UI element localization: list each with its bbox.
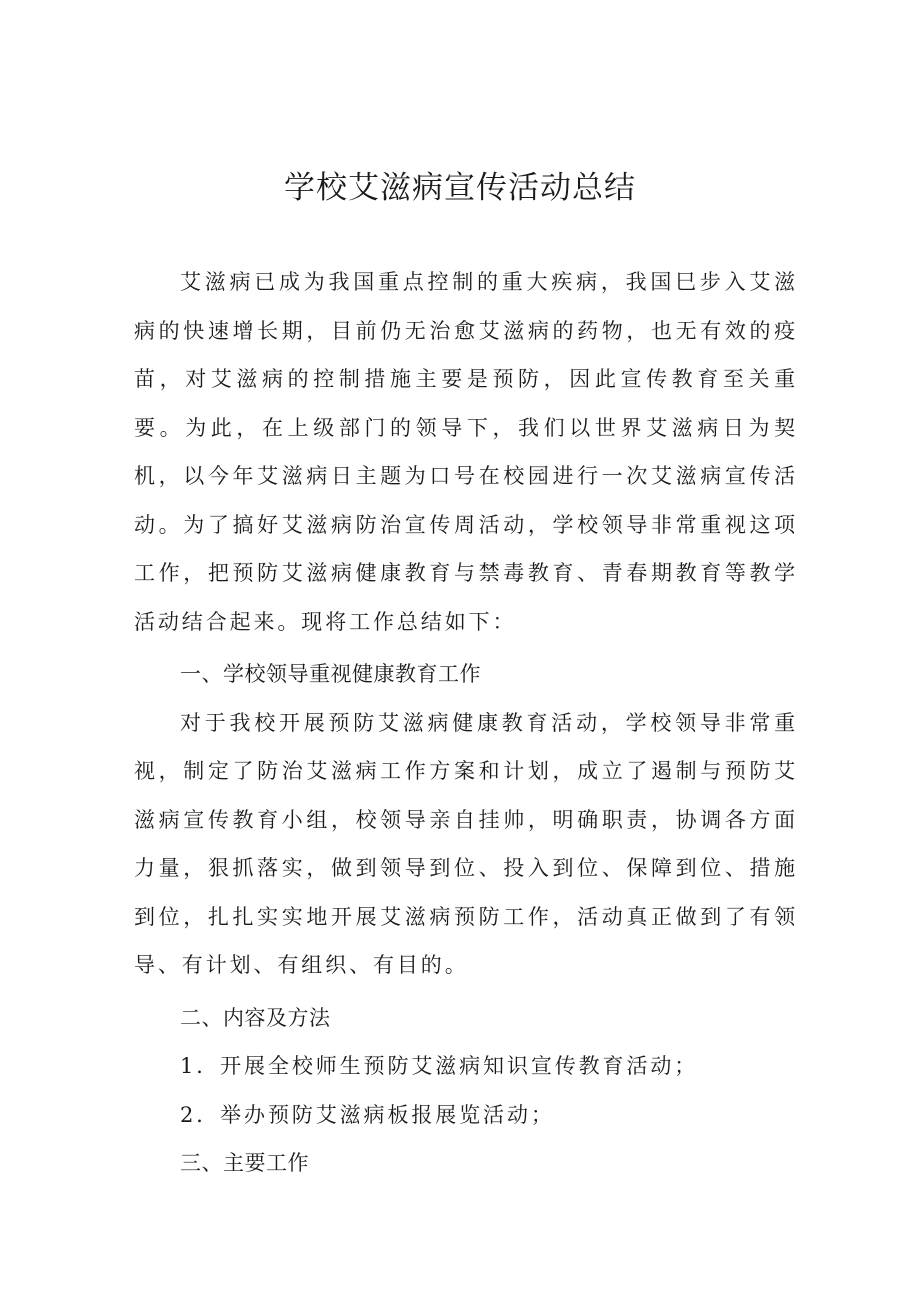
document-title: 学校艾滋病宣传活动总结: [284, 170, 636, 206]
intro-paragraph: 艾滋病已成为我国重点控制的重大疾病，我国巳步入艾滋病的快速增长期，目前仍无治愈艾滋病的药物，也无有效的疫苗，对艾滋病的控制措施主要是预防，因此宣传教育至关重要。为此，在上级部门的领导下，我们以世界艾滋病日为契机，以今年艾滋病日主题为口号在校园进行一次艾滋病宣传活动。为了搞好艾滋病防治宣传周活动，学校领导非常重视这项工作，把预防艾滋病健康教育与禁毒教育、青春期教育等教学活动结合起来。现将工作总结如下：: [134, 270, 798, 634]
section-1-paragraph: 对于我校开展预防艾滋病健康教育活动，学校领导非常重视，制定了防治艾滋病工作方案和计划，成立了遏制与预防艾滋病宣传教育小组，校领导亲自挂帅，明确职责，协调各方面力量，狠抓落实，做到领导到位、投入到位、保障到位、措施到位，扎扎实实地开展艾滋病预防工作，活动真正做到了有领导、有计划、有组织、有目的。: [134, 710, 798, 977]
section-1-heading: 一、学校领导重视健康教育工作: [180, 662, 481, 686]
section-2-item-2: 2．举办预防艾滋病板报展览活动；: [180, 1102, 555, 1127]
section-2-item-1: 1．开展全校师生预防艾滋病知识宣传教育活动；: [180, 1054, 699, 1078]
section-2-heading: 二、内容及方法: [180, 1005, 331, 1030]
document-body: [134, 258, 798, 1188]
section-3-heading: 三、主要工作: [180, 1151, 309, 1175]
